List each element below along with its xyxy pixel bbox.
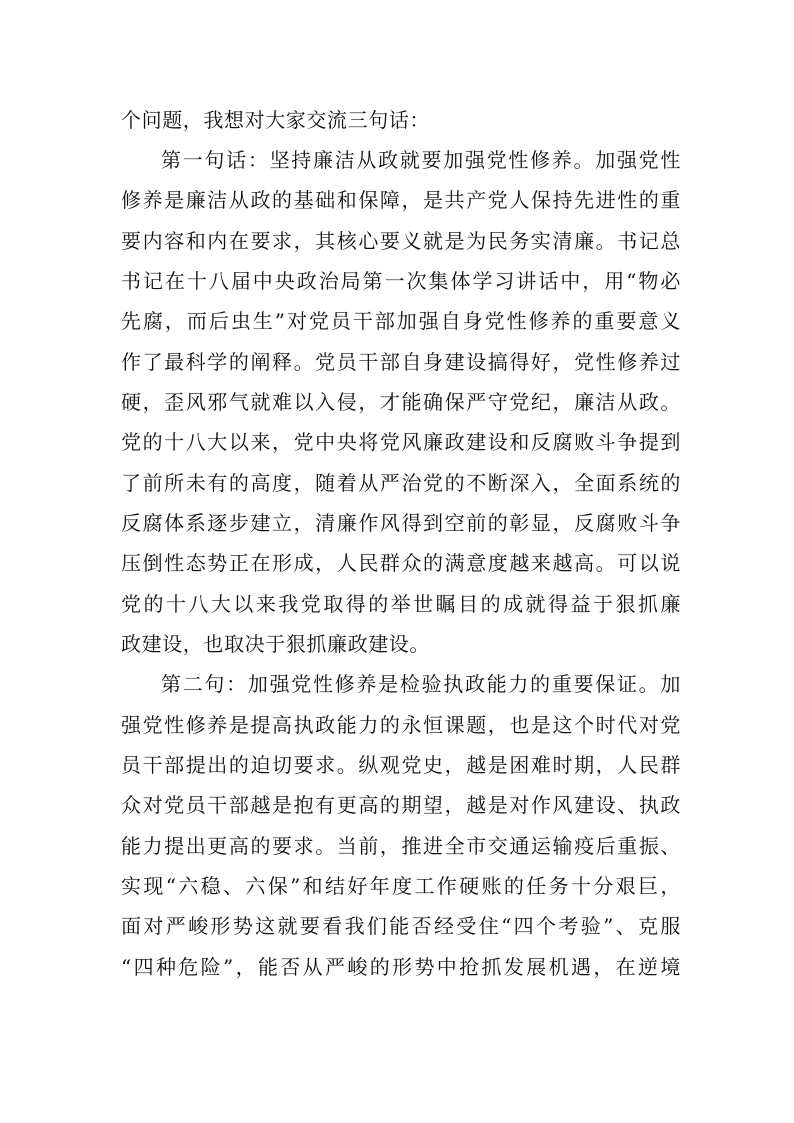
text-line: 个问题，我想对大家交流三句话： bbox=[121, 108, 430, 132]
text-line: 修养是廉洁从政的基础和保障，是共产党人保持先进性的重 bbox=[121, 188, 681, 212]
text-line: 强党性修养是提高执政能力的永恒课题，也是这个时代对党 bbox=[121, 713, 681, 737]
text-line: “四种危险”，能否从严峻的形势中抢抓发展机遇，在逆境 bbox=[121, 955, 681, 979]
text-line: 能力提出更高的要求。当前，推进全市交通运输疫后重振、 bbox=[121, 834, 681, 858]
text-line: 第一句话：坚持廉洁从政就要加强党性修养。加强党性 bbox=[161, 148, 681, 172]
text-line: 压倒性态势正在形成，人民群众的满意度越来越高。可以说 bbox=[121, 551, 681, 575]
text-line: 众对党员干部越是抱有更高的期望，越是对作风建设、执政 bbox=[121, 793, 681, 817]
text-line: 政建设，也取决于狠抓廉政建设。 bbox=[121, 632, 430, 656]
text-line: 党的十八大以来我党取得的举世瞩目的成就得益于狠抓廉 bbox=[121, 592, 681, 616]
text-line: 要内容和内在要求，其核心要义就是为民务实清廉。书记总 bbox=[121, 229, 681, 253]
text-line: 硬，歪风邪气就难以入侵，才能确保严守党纪，廉洁从政。 bbox=[121, 390, 681, 414]
text-line: 先腐，而后虫生”对党员干部加强自身党性修养的重要意义 bbox=[121, 309, 681, 333]
text-line: 书记在十八届中央政治局第一次集体学习讲话中，用“物必 bbox=[121, 269, 681, 293]
text-line: 员干部提出的迫切要求。纵观党史，越是困难时期，人民群 bbox=[121, 753, 681, 777]
text-line: 党的十八大以来，党中央将党风廉政建设和反腐败斗争提到 bbox=[121, 430, 681, 454]
text-line: 实现“六稳、六保”和结好年度工作硬账的任务十分艰巨， bbox=[121, 874, 681, 898]
text-line: 面对严峻形势这就要看我们能否经受住“四个考验”、克服 bbox=[121, 914, 681, 938]
text-line: 反腐体系逐步建立，清廉作风得到空前的彰显，反腐败斗争 bbox=[121, 511, 681, 535]
text-line: 了前所未有的高度，随着从严治党的不断深入，全面系统的 bbox=[121, 471, 681, 495]
text-line: 第二句：加强党性修养是检验执政能力的重要保证。加 bbox=[161, 672, 681, 696]
text-line: 作了最科学的阐释。党员干部自身建设搞得好，党性修养过 bbox=[121, 350, 681, 374]
